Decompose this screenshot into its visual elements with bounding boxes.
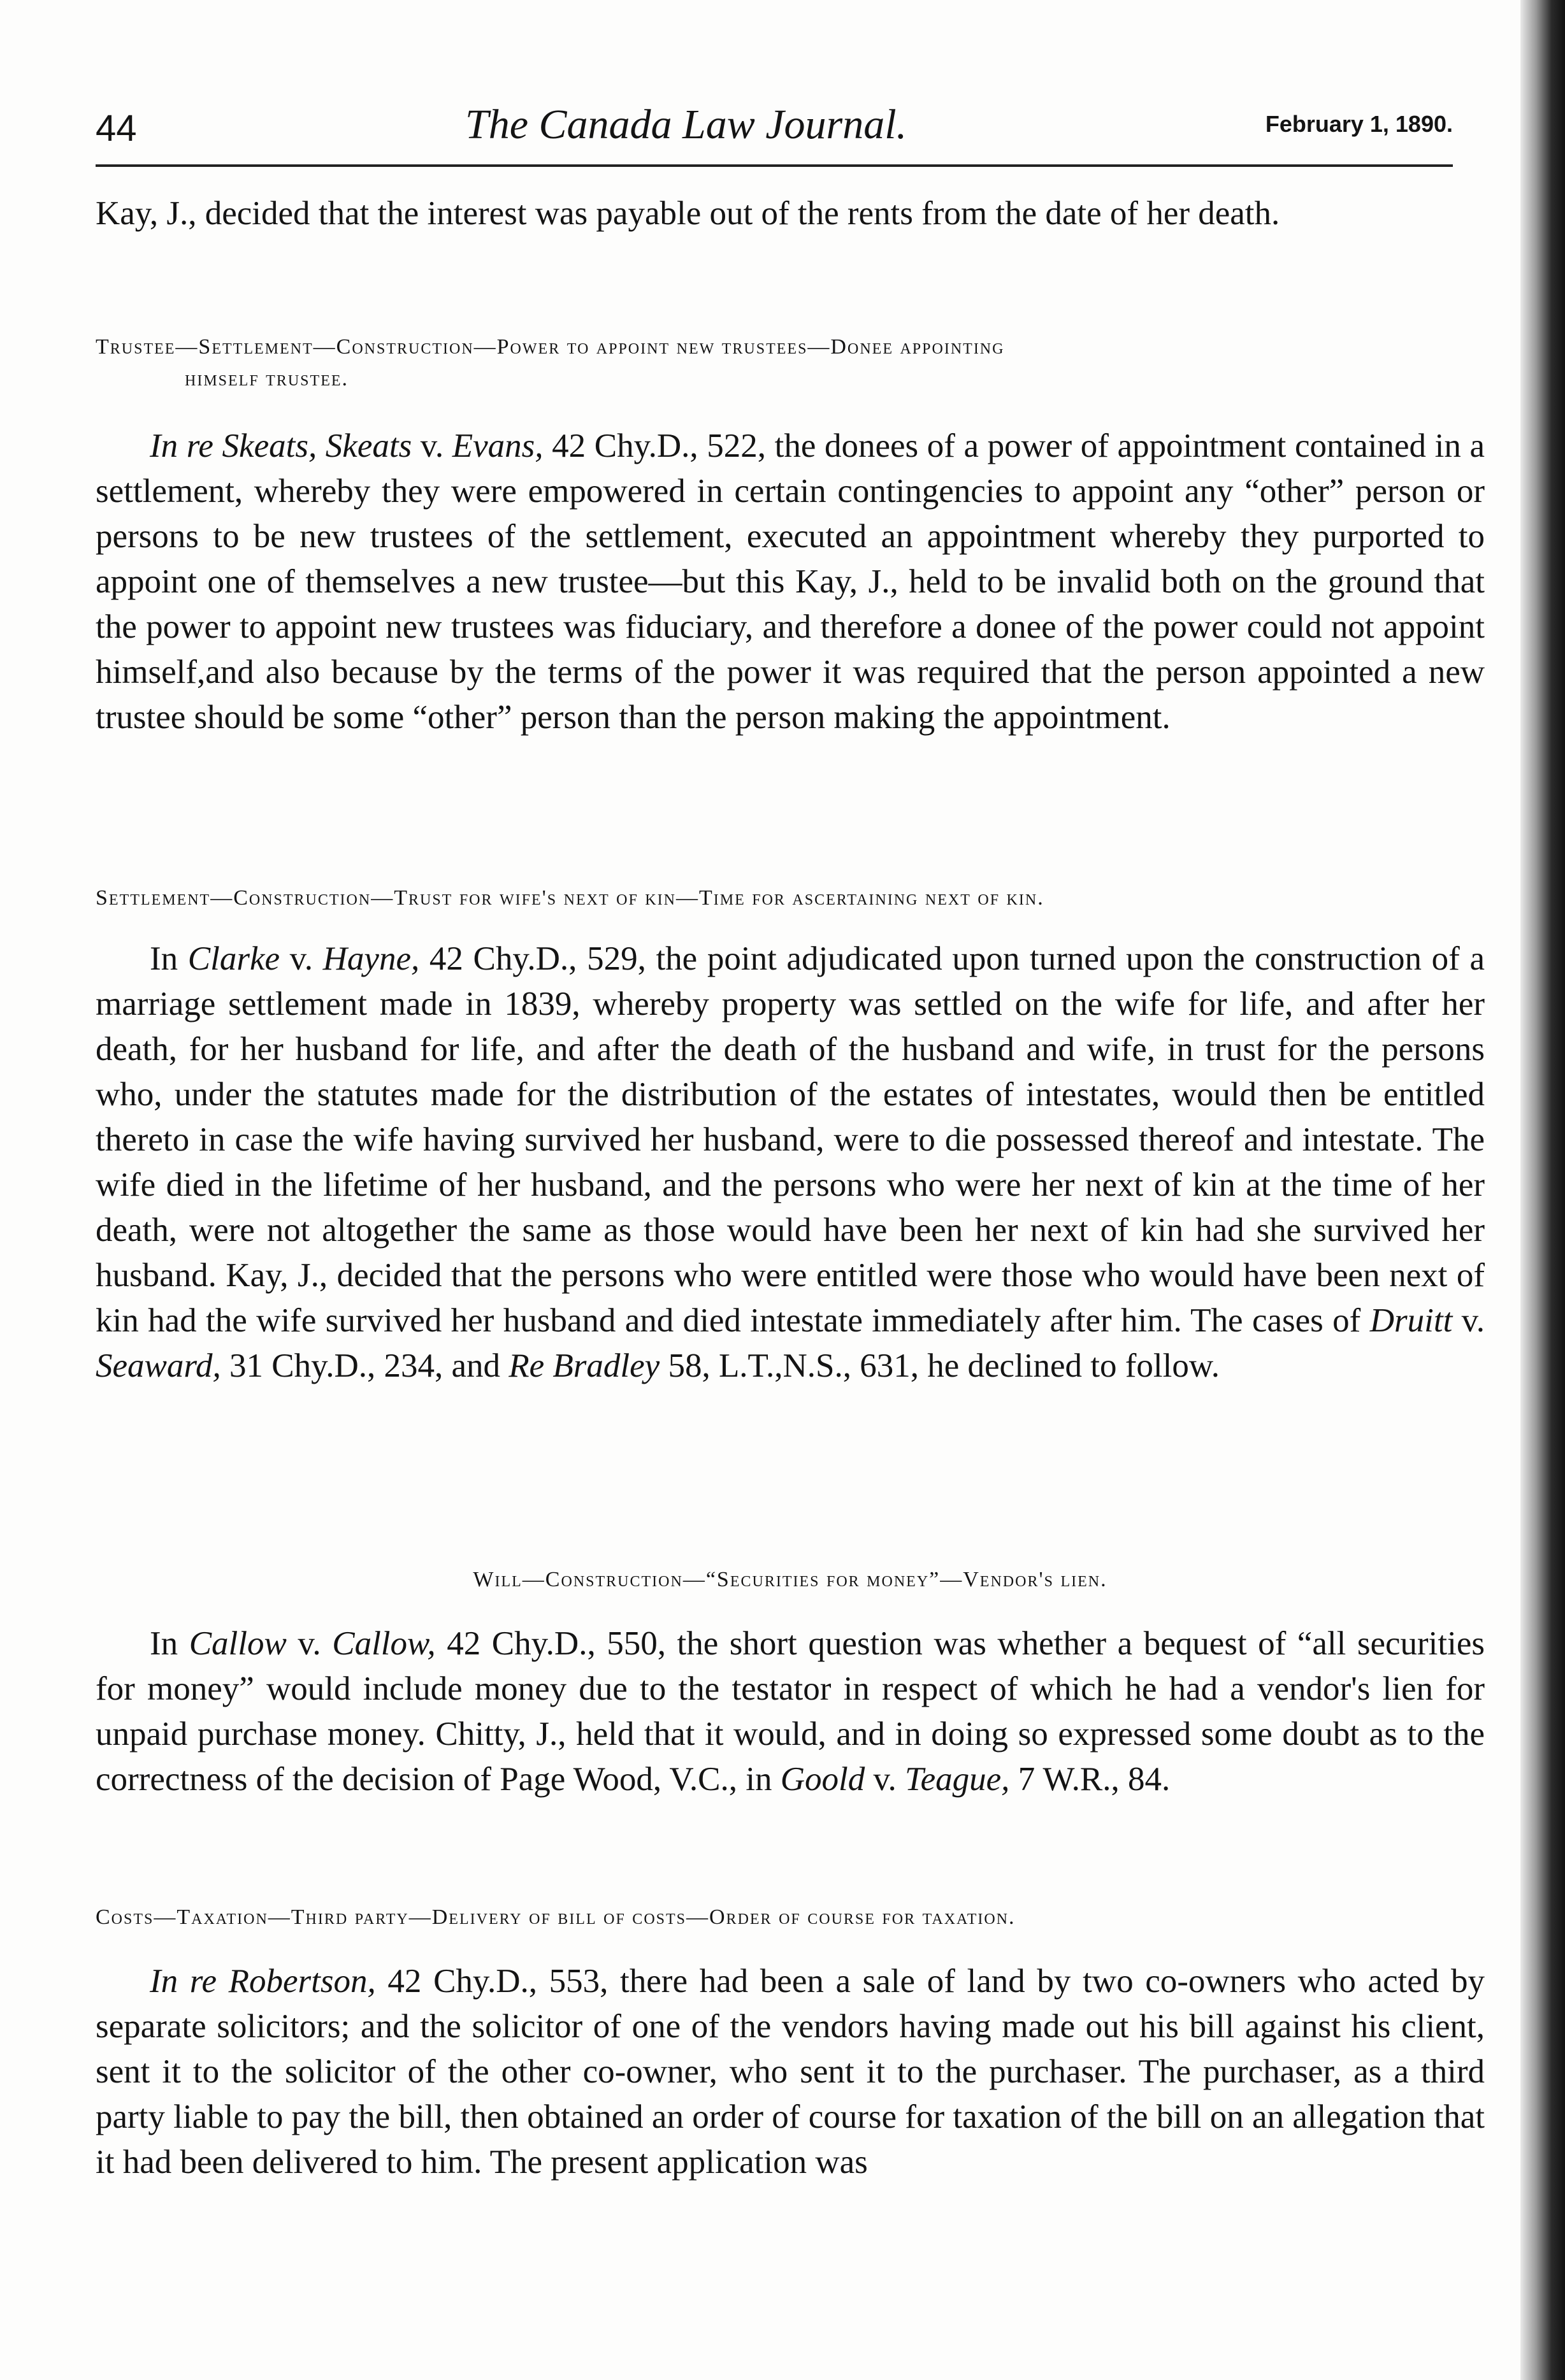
section-body-callow — [96, 1621, 1485, 1802]
case-name: In re Skeats, Skeats — [150, 427, 412, 464]
section-heading-settlement — [96, 882, 1485, 914]
page-header — [96, 96, 1453, 153]
section-heading-line: Will—Construction—“Securities for money”—Vendor's lien. — [473, 1568, 1107, 1591]
case-name: Clarke — [187, 940, 280, 977]
section-body-robertson — [96, 1959, 1485, 2185]
section-heading-trustee — [96, 331, 1485, 395]
case-name: Callow — [189, 1625, 287, 1662]
case-versus: v. — [1452, 1302, 1485, 1339]
paragraph-text: 7 W.R., 84. — [1009, 1761, 1171, 1798]
section-heading-line: Trustee—Settlement—Construction—Power to appoint new trustees—Donee appointing — [96, 335, 1005, 359]
case-name: Evans, — [452, 427, 544, 464]
case-name: Callow, — [332, 1625, 436, 1662]
paragraph-lead: In — [150, 940, 188, 977]
case-versus: v. — [865, 1761, 905, 1798]
page-number: 44 — [96, 108, 137, 149]
case-versus: v. — [286, 1625, 333, 1662]
paragraph-text: 58, L.T.,N.S., 631, he declined to follow. — [660, 1347, 1220, 1384]
citation-name: Seaward, — [96, 1347, 221, 1384]
section-body-clarke — [96, 936, 1485, 1389]
paragraph-lead: In — [150, 1625, 189, 1662]
header-rule — [96, 164, 1453, 167]
paragraph-text: 42 Chy.D., 550, the short question was whether a bequest of “all securities for money” would include money due to the testator in respect of which he had a vendor's lien for unpaid purchase money. Chitty, J., held that it would, and in doing so expressed some doubt as to the correctness of the decision of Page Wood, V.C., in — [96, 1625, 1485, 1798]
case-versus: v. — [412, 427, 452, 464]
intro-paragraph — [96, 191, 1485, 236]
citation-name: Re Bradley — [508, 1347, 660, 1384]
journal-title: The Canada Law Journal. — [465, 101, 907, 148]
case-name: In re Robertson, — [150, 1963, 376, 2000]
section-heading-line: Settlement—Construction—Trust for wife's next of kin—Time for ascertaining next of kin. — [96, 886, 1044, 910]
paragraph-text: 31 Chy.D., 234, and — [220, 1347, 509, 1384]
citation-name: Druitt — [1369, 1302, 1453, 1339]
citation-name: Goold — [780, 1761, 865, 1798]
paragraph-text: 42 Chy.D., 522, the donees of a power of appointment contained in a settlement, whereby they were empowered in certain contingencies to appoint any “other” person or persons to be new trustees of the settlement, executed an appointment whereby they purported to appoint one of themselves a new trustee—but this Kay, J., held to be invalid both on the ground that the power to appoint new trustees was fiduciary, and therefore a donee of the power could not appoint himself,and also because by the terms of the power it was required that the person appointed a new trustee should be some “other” person than the person making the appointment. — [96, 427, 1485, 736]
paragraph-text: 42 Chy.D., 529, the point adjudicated upon turned upon the construction of a marriage settlement made in 1839, whereby property was settled on the wife for life, and after her death, for her husband for life, and after the death of the husband and wife, in trust for the persons who, under the statutes made for the distribution of the estates of intestates, would then be entitled thereto in case the wife having survived her husband, were to die possessed thereof and intestate. The wife died in the lifetime of her husband, and the persons who were her next of kin at the time of her death, were not altogether the same as those would have been her next of kin had she survived her husband. Kay, J., decided that the persons who were entitled were those who would have been next of kin had the wife survived her husband and died intestate immediately after him. The cases of — [96, 940, 1485, 1339]
section-heading-costs — [96, 1902, 1485, 1933]
case-name: Hayne, — [322, 940, 420, 977]
intro-text: Kay, J., decided that the interest was payable out of the rents from the date of her death. — [96, 195, 1280, 232]
case-versus: v. — [280, 940, 323, 977]
section-heading-line-continued: himself trustee. — [185, 367, 349, 391]
citation-name: Teague, — [905, 1761, 1010, 1798]
paragraph-text: 42 Chy.D., 553, there had been a sale of land by two co-owners who acted by separate solicitors; and the solicitor of one of the vendors having made out his bill against his client, sent it to the solicitor of the other co-owner, who sent it to the purchaser. The purchaser, as a third party liable to pay the bill, then obtained an order of course for taxation of the bill on an allegation that it had been delivered to him. The present application was — [96, 1963, 1485, 2181]
section-body-skeats — [96, 424, 1485, 740]
issue-date: February 1, 1890. — [1265, 111, 1453, 137]
section-heading-line: Costs—Taxation—Third party—Delivery of bill of costs—Order of course for taxation. — [96, 1905, 1016, 1929]
section-heading-will — [96, 1564, 1485, 1596]
scan-binding-edge — [1520, 0, 1565, 2380]
